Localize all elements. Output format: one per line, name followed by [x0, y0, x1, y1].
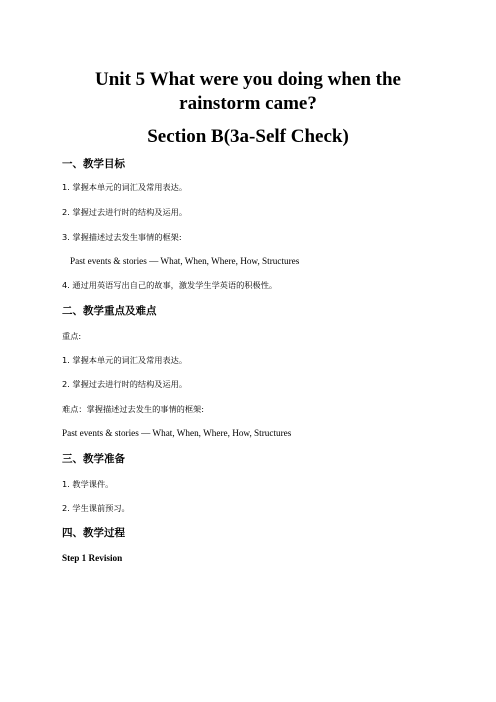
difficulty-label: 难点：掌握描述过去发生的事情的框架: — [62, 404, 204, 414]
section-heading-objectives: 一、教学目标 — [62, 158, 125, 170]
keypoints-label: 重点: — [62, 331, 82, 341]
objective-framework-line: Past events & stories — What, When, Where, How, Structures — [70, 256, 300, 266]
document-title-line-2: rainstorm came? — [179, 93, 317, 114]
objective-item: 2. 掌握过去进行时的结构及运用。 — [62, 207, 188, 217]
document-title-line-1: Unit 5 What were you doing when the — [95, 69, 401, 90]
section-heading-process: 四、教学过程 — [62, 527, 125, 539]
section-heading-preparation: 三、教学准备 — [62, 453, 125, 465]
objective-item: 4. 通过用英语写出自己的故事，激发学生学英语的积极性。 — [62, 280, 278, 290]
step-heading: Step 1 Revision — [62, 553, 123, 563]
preparation-item: 1. 教学课件。 — [62, 479, 114, 489]
section-heading-keypoints: 二、教学重点及难点 — [62, 305, 157, 317]
keypoint-item: 2. 掌握过去进行时的结构及运用。 — [62, 379, 188, 389]
objective-item: 3. 掌握描述过去发生事情的框架: — [62, 232, 182, 242]
objective-item: 1. 掌握本单元的词汇及常用表达。 — [62, 182, 188, 192]
difficulty-framework-line: Past events & stories — What, When, Where, How, Structures — [62, 428, 292, 438]
preparation-item: 2. 学生课前预习。 — [62, 503, 130, 513]
keypoint-item: 1. 掌握本单元的词汇及常用表达。 — [62, 355, 188, 365]
document-subtitle: Section B(3a-Self Check) — [147, 126, 349, 147]
